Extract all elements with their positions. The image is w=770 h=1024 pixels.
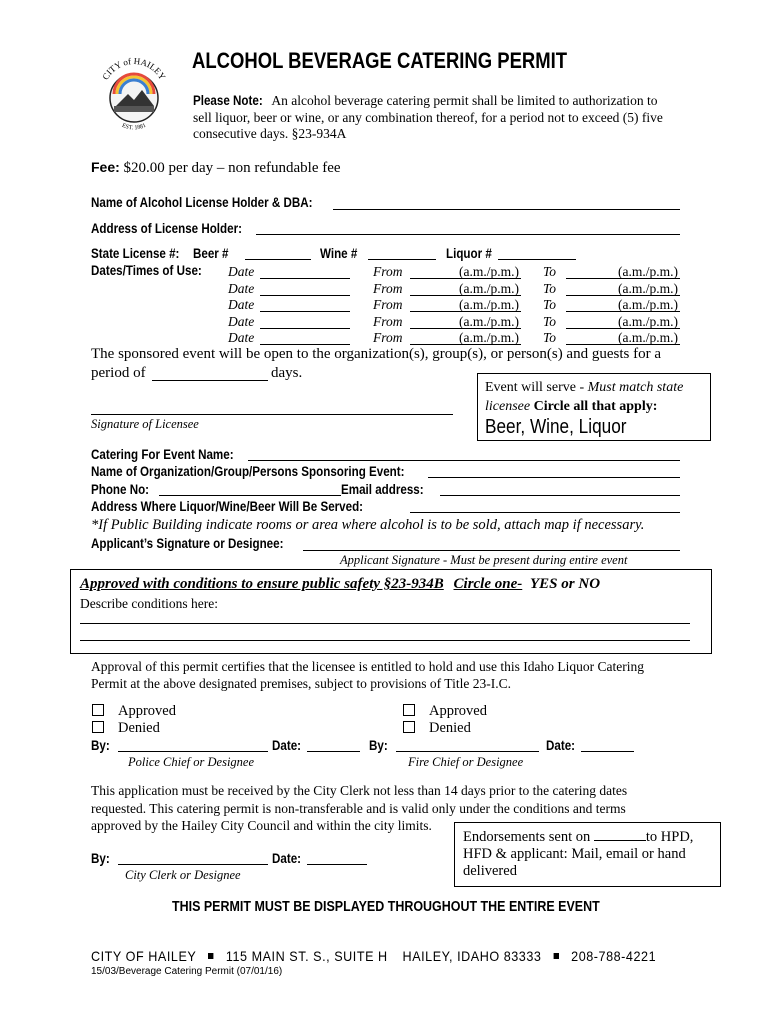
police-approved-checkbox[interactable] xyxy=(92,704,104,716)
date-label: Date xyxy=(228,281,255,296)
state-license-label: State License #: xyxy=(91,246,180,261)
endorse-line-1-end: to HPD, xyxy=(645,829,694,845)
phone-field[interactable] xyxy=(159,495,341,496)
footer-city: CITY OF HAILEY xyxy=(91,948,197,964)
fire-date-field[interactable] xyxy=(581,751,634,752)
sponsored-line-1: The sponsored event will be open to the organization(s), group(s), or person(s) and guests for a xyxy=(91,346,661,362)
serve-line-2-bold: Circle all that apply: xyxy=(530,399,658,414)
footer-cityzip: HAILEY, IDAHO 83333 xyxy=(402,948,542,964)
note-line-1 xyxy=(193,93,658,109)
to-label: To xyxy=(543,281,557,296)
phone-label: Phone No: xyxy=(91,482,150,497)
date-field[interactable] xyxy=(260,311,350,312)
endorse-date-field[interactable] xyxy=(594,828,646,841)
footer-street: 115 MAIN ST. S., SUITE H xyxy=(225,948,388,964)
from-label: From xyxy=(373,264,403,279)
endorse-line-1-text: Endorsements sent on xyxy=(463,829,591,845)
from-label: From xyxy=(373,281,403,296)
wine-field[interactable] xyxy=(368,259,436,260)
conditions-yes-no[interactable]: YES or NO xyxy=(530,576,601,592)
email-field[interactable] xyxy=(440,495,680,496)
fire-denied-checkbox[interactable] xyxy=(403,721,415,733)
display-notice: THIS PERMIT MUST BE DISPLAYED THROUGHOUT THE ENTIRE EVENT xyxy=(172,899,600,915)
org-name-label: Name of Organization/Group/Persons Sponsoring Event: xyxy=(91,464,405,479)
endorse-line-1 xyxy=(463,828,693,846)
to-label: To xyxy=(543,330,557,345)
police-approved-option[interactable] xyxy=(92,703,176,720)
police-denied-label: Denied xyxy=(118,720,160,736)
applicant-signature-note: Applicant Signature - Must be present during entire event xyxy=(340,553,628,567)
bullet-icon xyxy=(208,953,213,959)
fire-denied-option[interactable] xyxy=(403,720,471,737)
fee-text: $20.00 per day – non refundable fee xyxy=(123,160,341,176)
address-holder-label: Address of License Holder: xyxy=(91,221,242,236)
from-label: From xyxy=(373,297,403,312)
serve-line-1 xyxy=(485,380,683,396)
note-text-1: An alcohol beverage catering permit shall be limited to authorization to xyxy=(271,93,658,108)
license-holder-field[interactable] xyxy=(333,209,680,210)
endorse-line-3: delivered xyxy=(463,863,517,879)
endorsements-box xyxy=(454,822,721,887)
svg-text:CITY of HAILEY: CITY of HAILEY xyxy=(100,55,168,82)
footer-address-line xyxy=(91,948,656,964)
from-label: From xyxy=(373,330,403,345)
event-serve-box xyxy=(477,373,711,441)
date-field[interactable] xyxy=(260,328,350,329)
serve-line-1-text: Event will serve - xyxy=(485,380,588,395)
conditions-line-1[interactable] xyxy=(80,623,690,624)
period-label: period of xyxy=(91,365,146,381)
date-field[interactable] xyxy=(260,278,350,279)
conditions-describe-label: Describe conditions here: xyxy=(80,596,218,611)
beer-field[interactable] xyxy=(245,259,311,260)
fire-approved-checkbox[interactable] xyxy=(403,704,415,716)
clerk-text-2: requested. This catering permit is non-transferable and is valid only under the conditions and terms xyxy=(91,801,626,816)
wine-label: Wine # xyxy=(320,246,358,261)
to-ampm: (a.m./p.m.) xyxy=(618,297,678,312)
fire-chief-label: Fire Chief or Designee xyxy=(408,755,524,769)
conditions-heading xyxy=(80,576,600,593)
fire-by-field[interactable] xyxy=(396,751,539,752)
conditions-box xyxy=(70,569,712,654)
serve-line-1-italic: Must match state xyxy=(587,380,684,395)
event-name-field[interactable] xyxy=(248,460,680,461)
address-holder-field[interactable] xyxy=(256,234,680,235)
page-title: ALCOHOL BEVERAGE CATERING PERMIT xyxy=(192,48,568,73)
clerk-date-label: Date: xyxy=(272,851,302,866)
approval-text-1: Approval of this permit certifies that the licensee is entitled to hold and use this Idaho Liquor Catering xyxy=(91,659,644,674)
public-building-note: *If Public Building indicate rooms or area where alcohol is to be sold, attach map if necessary. xyxy=(91,517,645,533)
date-label: Date xyxy=(228,264,255,279)
to-ampm: (a.m./p.m.) xyxy=(618,314,678,329)
org-name-field[interactable] xyxy=(428,477,680,478)
to-ampm: (a.m./p.m.) xyxy=(618,264,678,279)
note-line-3: consecutive days. §23-934A xyxy=(193,126,347,141)
days-label: days. xyxy=(271,365,303,381)
serve-address-label: Address Where Liquor/Wine/Beer Will Be Served: xyxy=(91,499,364,514)
licensee-signature-label: Signature of Licensee xyxy=(91,417,199,431)
police-denied-checkbox[interactable] xyxy=(92,721,104,733)
fire-denied-label: Denied xyxy=(429,720,471,736)
svg-text:EST. 1881: EST. 1881 xyxy=(120,122,148,132)
police-denied-option[interactable] xyxy=(92,720,160,737)
fire-date-label: Date: xyxy=(546,738,576,753)
from-ampm: (a.m./p.m.) xyxy=(459,330,519,345)
from-ampm: (a.m./p.m.) xyxy=(459,281,519,296)
liquor-field[interactable] xyxy=(498,259,576,260)
liquor-label: Liquor # xyxy=(446,246,492,261)
date-label: Date xyxy=(228,330,255,345)
serve-address-field[interactable] xyxy=(410,512,680,513)
bullet-icon xyxy=(554,953,559,959)
dates-times-label: Dates/Times of Use: xyxy=(91,263,202,278)
city-seal-logo xyxy=(92,48,176,132)
date-label: Date xyxy=(228,314,255,329)
licensee-signature-field[interactable] xyxy=(91,414,453,415)
to-label: To xyxy=(543,314,557,329)
period-days-field[interactable] xyxy=(152,380,268,381)
from-ampm: (a.m./p.m.) xyxy=(459,314,519,329)
fee-row xyxy=(91,159,341,177)
footer-phone: 208-788-4221 xyxy=(571,948,657,964)
police-by-field[interactable] xyxy=(118,751,268,752)
endorse-line-2: HFD & applicant: Mail, email or hand xyxy=(463,846,686,862)
clerk-text-3: approved by the Hailey City Council and within the city limits. xyxy=(91,818,432,833)
date-label: Date xyxy=(228,297,255,312)
clerk-date-field[interactable] xyxy=(307,864,367,865)
police-approved-label: Approved xyxy=(118,703,176,719)
fire-by-label: By: xyxy=(369,738,388,753)
city-clerk-label: City Clerk or Designee xyxy=(125,868,241,882)
fee-label: Fee: xyxy=(91,159,120,175)
to-ampm: (a.m./p.m.) xyxy=(618,330,678,345)
to-ampm: (a.m./p.m.) xyxy=(618,281,678,296)
serve-line-2 xyxy=(485,399,657,415)
police-date-label: Date: xyxy=(272,738,302,753)
police-by-label: By: xyxy=(91,738,110,753)
approval-text-2: Permit at the above designated premises, subject to provisions of Title 23-I.C. xyxy=(91,676,511,691)
fire-approved-option[interactable] xyxy=(403,703,487,720)
email-label: Email address: xyxy=(341,482,424,497)
police-date-field[interactable] xyxy=(307,751,360,752)
from-label: From xyxy=(373,314,403,329)
event-name-label: Catering For Event Name: xyxy=(91,447,234,462)
fire-approved-label: Approved xyxy=(429,703,487,719)
from-ampm: (a.m./p.m.) xyxy=(459,264,519,279)
to-label: To xyxy=(543,264,557,279)
from-ampm: (a.m./p.m.) xyxy=(459,297,519,312)
date-field[interactable] xyxy=(260,295,350,296)
applicant-signature-label: Applicant’s Signature or Designee: xyxy=(91,536,284,551)
clerk-text-1: This application must be received by the City Clerk not less than 14 days prior to the catering dates xyxy=(91,783,628,798)
note-label: Please Note: xyxy=(193,93,263,108)
conditions-circle-label: Circle one- xyxy=(453,576,523,592)
conditions-heading-text: Approved with conditions to ensure public safety §23-934B xyxy=(80,576,444,592)
serve-options[interactable]: Beer, Wine, Liquor xyxy=(485,416,627,438)
applicant-signature-field[interactable] xyxy=(303,550,680,551)
note-line-2: sell liquor, beer or wine, or any combination thereof, for a period not to exceed (5) five xyxy=(193,110,663,125)
beer-label: Beer # xyxy=(193,246,229,261)
serve-line-2-italic: licensee xyxy=(485,399,531,414)
license-holder-label: Name of Alcohol License Holder & DBA: xyxy=(91,195,313,210)
conditions-line-2[interactable] xyxy=(80,640,690,641)
to-label: To xyxy=(543,297,557,312)
clerk-by-field[interactable] xyxy=(118,864,268,865)
police-chief-label: Police Chief or Designee xyxy=(128,755,255,769)
footer-form-id: 15/03/Beverage Catering Permit (07/01/16) xyxy=(91,966,283,977)
date-field[interactable] xyxy=(260,344,350,345)
clerk-by-label: By: xyxy=(91,851,110,866)
